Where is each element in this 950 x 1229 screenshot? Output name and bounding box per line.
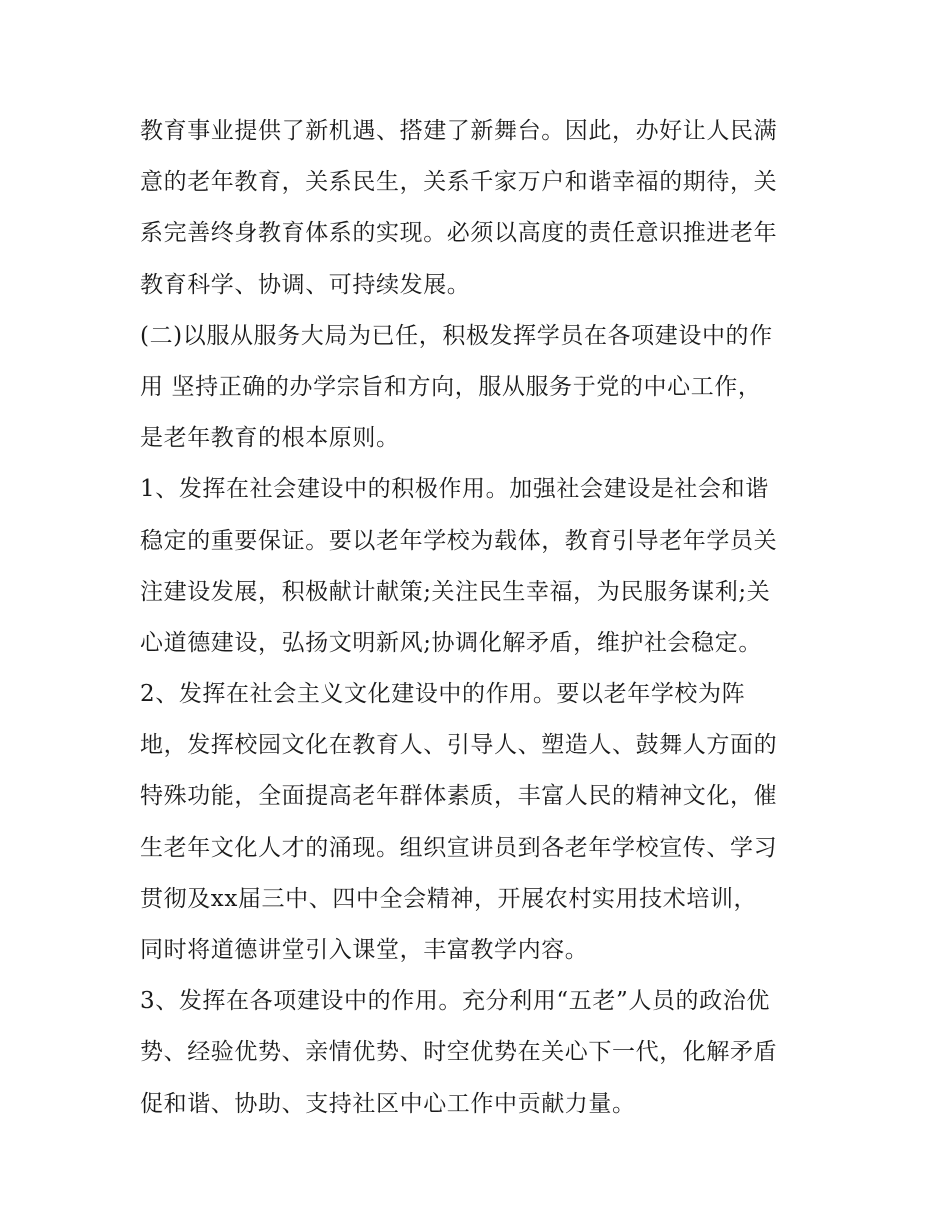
text-line: 是老年教育的根本原则。 bbox=[140, 425, 400, 452]
text-line: 势、经验优势、亲情优势、时空优势在关心下一代，化解矛盾 bbox=[140, 1039, 778, 1066]
text-line: 心道德建设，弘扬文明新风;协调化解矛盾，维护社会稳定。 bbox=[140, 629, 762, 656]
text-line: 稳定的重要保证。要以老年学校为载体，教育引导老年学员关 bbox=[140, 527, 778, 554]
text-line: 教育事业提供了新机遇、搭建了新舞台。因此，办好让人民满 bbox=[140, 118, 778, 144]
text-line: 贯彻及xx届三中、四中全会精神，开展农村实用技术培训， bbox=[140, 885, 758, 912]
list-item-1-line: 1、发挥在社会建设中的积极作用。加强社会建设是社会和谐 bbox=[140, 476, 769, 503]
text-line: 教育科学、协调、可持续发展。 bbox=[140, 271, 471, 298]
text-line: 地，发挥校园文化在教育人、引导人、塑造人、鼓舞人方面的 bbox=[140, 732, 778, 759]
text-line: 意的老年教育，关系民生，关系千家万户和谐幸福的期待，关 bbox=[140, 169, 778, 196]
list-item-2-line: 2、发挥在社会主义文化建设中的作用。要以老年学校为阵 bbox=[140, 681, 746, 708]
text-line: 系完善终身教育体系的实现。必须以高度的责任意识推进老年 bbox=[140, 220, 778, 247]
section-heading-line: (二)以服从服务大局为已任，积极发挥学员在各项建设中的作 bbox=[140, 322, 773, 349]
text-line: 促和谐、协助、支持社区中心工作中贡献力量。 bbox=[140, 1090, 636, 1117]
text-line: 特殊功能，全面提高老年群体素质，丰富人民的精神文化，催 bbox=[140, 783, 778, 810]
text-line: 注建设发展，积极献计献策;关注民生幸福，为民服务谋利;关 bbox=[140, 578, 771, 605]
list-item-3-line: 3、发挥在各项建设中的作用。充分利用“五老”人员的政治优 bbox=[140, 988, 770, 1015]
text-line: 生老年文化人才的涌现。组织宣讲员到各老年学校宣传、学习 bbox=[140, 834, 778, 861]
document-body bbox=[140, 106, 820, 1130]
text-line: 同时将道德讲堂引入课堂，丰富教学内容。 bbox=[140, 937, 589, 963]
text-line: 用 坚持正确的办学宗旨和方向，服从服务于党的中心工作， bbox=[140, 373, 762, 400]
